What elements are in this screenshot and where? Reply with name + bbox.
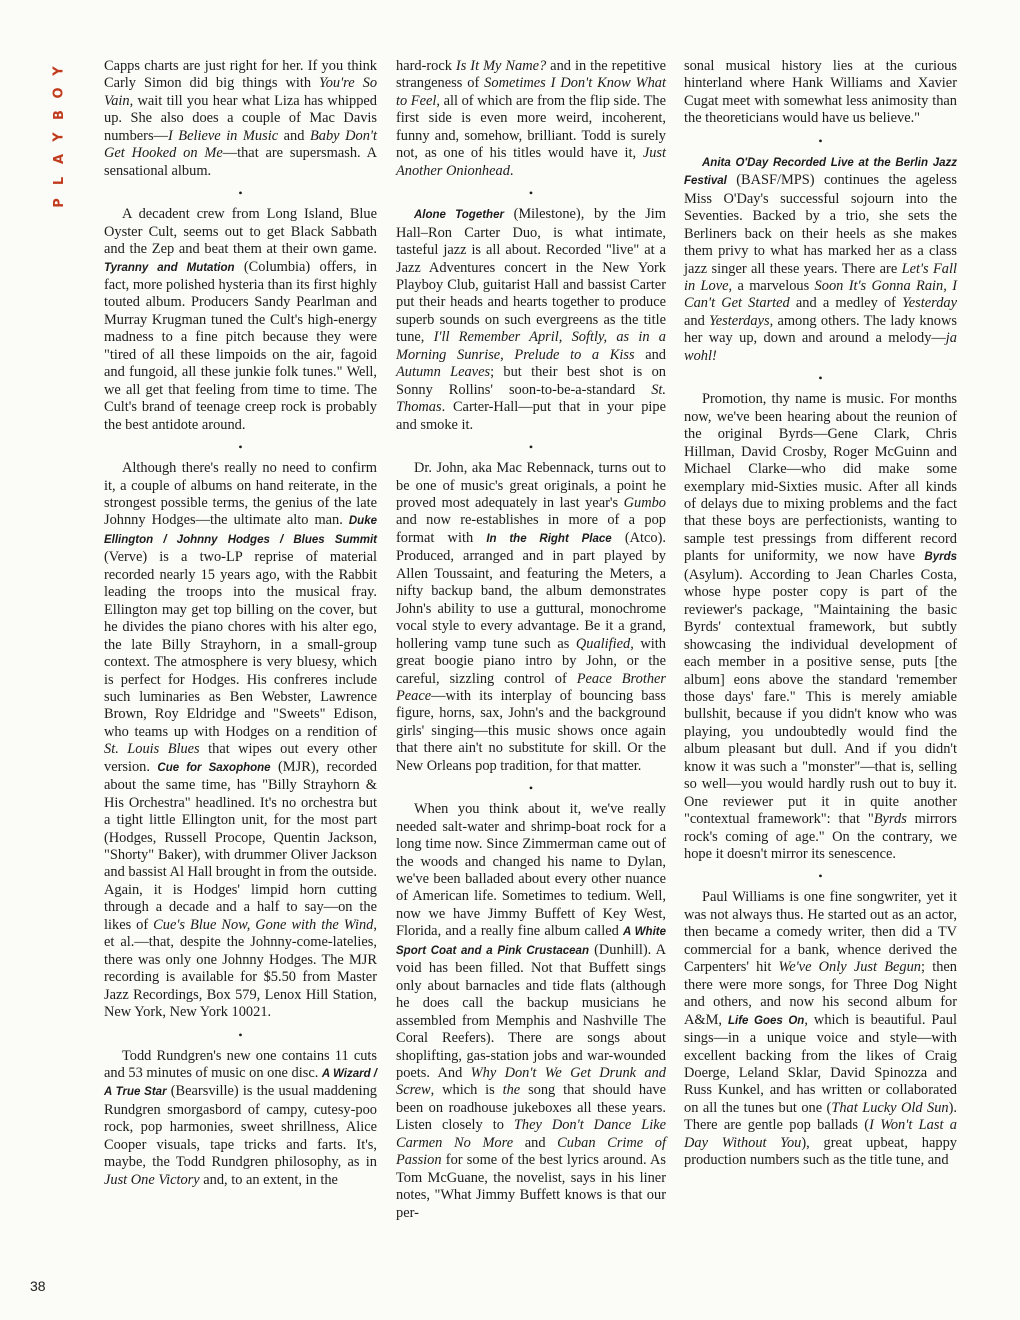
magazine-sidebar-title [52,60,74,214]
song-title: Cuban Crime of Passion [396,1134,666,1169]
sidebar-letter: Y [51,132,67,142]
section-separator: • [528,440,534,455]
sidebar-letter: L [51,176,67,186]
song-title: Gumbo [623,494,666,511]
song-title: I Believe in Music [167,127,279,144]
sidebar-letter: Y [51,66,67,76]
song-title: They Don't Dance Like Carmen No More [396,1117,666,1151]
song-title: Just Another Onionhead [396,145,666,179]
column-1 [104,58,377,1189]
section-separator: • [238,1027,243,1042]
album-title: A White Sport Coat and a Pink Crustacean [396,926,666,957]
song-title: Just One Victory [104,1171,200,1188]
song-title: Is It My Name? [455,58,547,74]
song-title: the [502,1082,521,1099]
review-paragraph: Although there's really no need to confirm it, a couple of albums on hand reiterate, in the strongest possible terms, the genius of the late Johnny Hodges—the ultimate alto man. Duke Ellington / Johnny Hodges / Blues Summit (Verve) is a two-LP reprise of material recorded nearly 15 years ago, with the Rabbit leading the troops into the musical fray. Ellington may get top billing on the cover, but he divides the piano chores with his alter ego, the late Billy Strayhorn, in a small-group context. The atmosphere is very bluesy, which is perfect for Hodges. His confreres include such luminaries as Ben Webster, Lawrence Brown, Roy Eldridge and "Sweets" Edison, who teams up with Hodges on a rendition of St. Louis Blues that wipes out every other version. Cue for Saxophone (MJR), recorded about the same time, has "Billy Strayhorn & His Orchestra" headlined. It's no orchestra but a tight little Ellington unit, for the most part (Hodges, Russell Procope, Quentin Jackson, "Shorty" Baker), with drummer Oliver Jackson and bassist Al Hall brought in from the outside. Again, it is Hodges' limpid horn cutting through a decade and a half to say—on the likes of Cue's Blue Now, Gone with the Wind, et al.—that, despite the Johnny-come-latelies, there was only one Johnny Hodges. The MJR recording is available for $5.50 from Master Jazz Recordings, Box 579, Lenox Hill Station, New York, New York 10021. [104,460,378,1021]
song-title: We've Only Just Begun [778,959,921,976]
review-paragraph: hard-rock Is It My Name? and in the repetitive strangeness of Sometimes I Don't Know What to Feel, all of which are from the flip side. The first side is even more weird, incoherent, funny and, somehow, brilliant. Todd is surely not, as one of his titles would have it, Just Another Onionhead. [396,58,667,179]
song-title: Let's Fall in Love [684,260,957,294]
song-title: I Won't Last a Day Without You [684,1117,957,1151]
song-title: Byrds [873,811,907,828]
section-separator: • [528,186,534,201]
sidebar-letter: A [52,153,67,165]
album-title: Cue for Saxophone [157,761,271,774]
song-title: I'll Remember April, Softly, as in a Morning Sunrise, Prelude to a Kiss [396,329,666,363]
section-separator: • [238,186,243,201]
song-title: St. Thomas [396,381,666,416]
album-title: Anita O'Day Recorded Live at the Berlin Jazz Festival [684,156,957,188]
song-title: That Lucky Old Sun [831,1099,949,1116]
album-title: A Wizard / A True Star [104,1068,378,1099]
column-2 [396,58,666,1222]
review-paragraph: When you think about it, we've really needed salt-water and shrimp-boat rock for a long time now. Since Zimmerman came out of the woods and changed his name to Dylan, we've been balladed about every other nuance of American life. Sometimes to tedium. Well, now we have Jimmy Buffett of Key West, Florida, and a really fine album called A White Sport Coat and a Pink Crustacean (Dunhill). A void has been filled. Not that Buffett sings only about barnacles and tide flats (although he does call the backup musicians he assembled from Memphis and Nashville The Coral Reefers). There are songs about shoplifting, gas-station jobs and war-wounded poets. And Why Don't We Get Drunk and Screw, which is the song that should have been on roadhouse jukeboxes all these years. Listen closely to They Don't Dance Like Carmen No More and Cuban Crime of Passion for some of the best lyrics around. As Tom McGuane, the novelist, says in his liner notes, "What Jimmy Buffett knows is that our per- [396,801,666,1221]
section-separator: • [528,781,534,796]
song-title: Autumn Leaves [396,364,491,381]
song-title: St. Louis Blues [104,741,200,758]
review-paragraph: Promotion, thy name is music. For months now, we've been hearing about the reunion of the original Byrds—Gene Clark, Chris Hillman, David Crosby, Roger McGuinn and Michael Clarke—who did make some exemplary mid-Sixties music. After all kinds of delays due to mixing problems and the fact that these boys are perfectionists, wanting to sample test pressings from different record plants for uniformity, we now have Byrds (Asylum). According to Jean Charles Costa, whose hype poster copy is part of the reviewer's package, "Maintaining the basic Byrds' contextual framework, but subtly showcasing the individual development of each member in a positive sense, puts [the album] eons above the standard 'remember those days' fare." This is merely amiable bullshit, because if you didn't know who was playing, you undoubtedly would find the album pleasant but dull. And if you didn't know it was such a "monster"—that is, selling so well—you would hardly rush out to buy it. One reviewer put it in quite another "contextual framework": that "Byrds mirrors rock's coming of age." On the contrary, we hope it doesn't mirror its senescence. [684,391,957,863]
review-paragraph: A decadent crew from Long Island, Blue Oyster Cult, seems out to get Black Sabbath and the Zep and beat them at their own game. Tyranny and Mutation (Columbia) offers, in fact, more polished hysteria than its first highly touted album. Producers Sandy Pearlman and Murray Krugman tuned the Cult's high-energy madness to a fine pitch because they were "tired of all these limpoids on the air, fagoid and fungoid, all these junkie folk tunes." Well, we all get that feeling from time to time. The Cult's brand of teenage creep rock is probably the best antidote around. [104,206,377,433]
song-title: ja wohl! [684,330,957,364]
song-title: Baby Don't Get Hooked on Me [104,127,377,162]
song-title: You're So Vain [104,75,378,109]
sidebar-letter: O [52,87,67,99]
song-title: Yesterdays [709,312,770,329]
section-separator: • [818,371,823,386]
song-title: Yesterday [902,295,957,312]
review-paragraph: Paul Williams is one fine songwriter, yet it was not always thus. He started out as an actor, then became a comedy writer, then did a TV commercial for a bank, whence derived the Carpenters' hit We've Only Just Begun; then there were more songs, for Three Dog Night and others, and now his second album for A&M, Life Goes On, which is beautiful. Paul sings—in a unique voice and style—with excellent backing from the likes of Craig Doerge, Leland Sklar, David Spinozza and Russ Kunkel, and has written or collaborated on all the tunes but one (That Lucky Old Sun). There are gentle pop ballads (I Won't Last a Day Without You), great upbeat, happy production numbers such as the title tune, and [684,889,958,1169]
sidebar-letter: P [52,198,67,208]
review-paragraph: Capps charts are just right for her. If you think Carly Simon did big things with You're So Vain, wait till you hear what Liza has whipped up. She also does a couple of Mac Davis numbers—I Believe in Music and Baby Don't Get Hooked on Me—that are supersmash. A sensational album. [104,58,378,179]
song-title: Sometimes I Don't Know What to Feel [396,75,666,109]
album-title: Alone Together [414,209,504,222]
section-separator: • [238,440,243,455]
song-title: Cue's Blue Now, Gone with the Wind [153,916,374,933]
album-title: Life Goes On [727,1014,805,1027]
song-title: Soon It's Gonna Rain, I Can't Get Started [684,277,957,312]
review-paragraph: Dr. John, aka Mac Rebennack, turns out to be one of music's great originals, a point he proved most adequately in last year's Gumbo and now re-establishes in more of a pop format with In the Right Place (Atco). Produced, arranged and in part played by Allen Toussaint, and featuring the Meters, a nifty backup band, the album demonstrates John's ability to use a guttural, monochrome vocal style to every advantage. Be it a grand, hollering vamp tune such as Qualified, with great boogie piano intro by John, or the careful, sizzling control of Peace Brother Peace—with its interplay of bouncing bass figure, horns, sax, John's and the background girls' singing—this music shows once again that there ain't no substitute for skill. Or the New Orleans pop tradition, for that matter. [396,460,666,774]
review-paragraph: sonal musical history lies at the curious hinterland where Hank Williams and Xavier Cugat meet with somewhat less animosity than the theoreticians would have us believe." [684,58,957,127]
column-3 [684,58,957,1170]
album-title: Byrds [924,551,957,564]
page-number: 38 [30,1278,46,1294]
album-title: Tyranny and Mutation [104,261,235,274]
review-paragraph: Todd Rundgren's new one contains 11 cuts and 53 minutes of music on one disc. A Wizard / A True Star (Bearsville) is the usual maddening Rundgren smorgasbord of campy, cutesy-poo rock, pop harmonies, sweet shrillness, Alice Cooper visuals, tape tricks and farts. It's, maybe, the Todd Rundgren philosophy, as in Just One Victory and, to an extent, in the [104,1047,378,1188]
album-title: In the Right Place [486,532,612,545]
album-title: Duke Ellington / Johnny Hodges / Blues Summit [104,515,377,546]
review-paragraph: Anita O'Day Recorded Live at the Berlin Jazz Festival (BASF/MPS) continues the ageless Miss O'Day's successful sojourn into the Seventies. Backed by a trio, she sets the Berliners back on their heels as she makes them privy to what has marked her as a class jazz singer all these years. There are Let's Fall in Love, a marvelous Soon It's Gonna Rain, I Can't Get Started and a medley of Yesterday and Yesterdays, among others. The lady knows her way up, down and around a melody—ja wohl! [684,156,957,364]
song-title: Peace Brother Peace [396,670,666,704]
section-separator: • [818,133,823,148]
section-separator: • [818,869,823,884]
review-paragraph: Alone Together (Milestone), by the Jim Hall–Ron Carter Duo, is what intimate, tasteful jazz is all about. Recorded "live" at a Jazz Adventures concert in the New York Playboy Club, guitarist Hall and bassist Carter put their heads and hearts together to produce superb sounds on such evergreens as the title tune, I'll Remember April, Softly, as in a Morning Sunrise, Prelude to a Kiss and Autumn Leaves; but their best shot is on Sonny Rollins' soon-to-be-a-standard St. Thomas. Carter-Hall—put that in your pipe and smoke it. [396,206,666,433]
song-title: Qualified [575,635,631,652]
song-title: Why Don't We Get Drunk and Screw [396,1065,666,1099]
sidebar-letter: B [51,110,67,120]
